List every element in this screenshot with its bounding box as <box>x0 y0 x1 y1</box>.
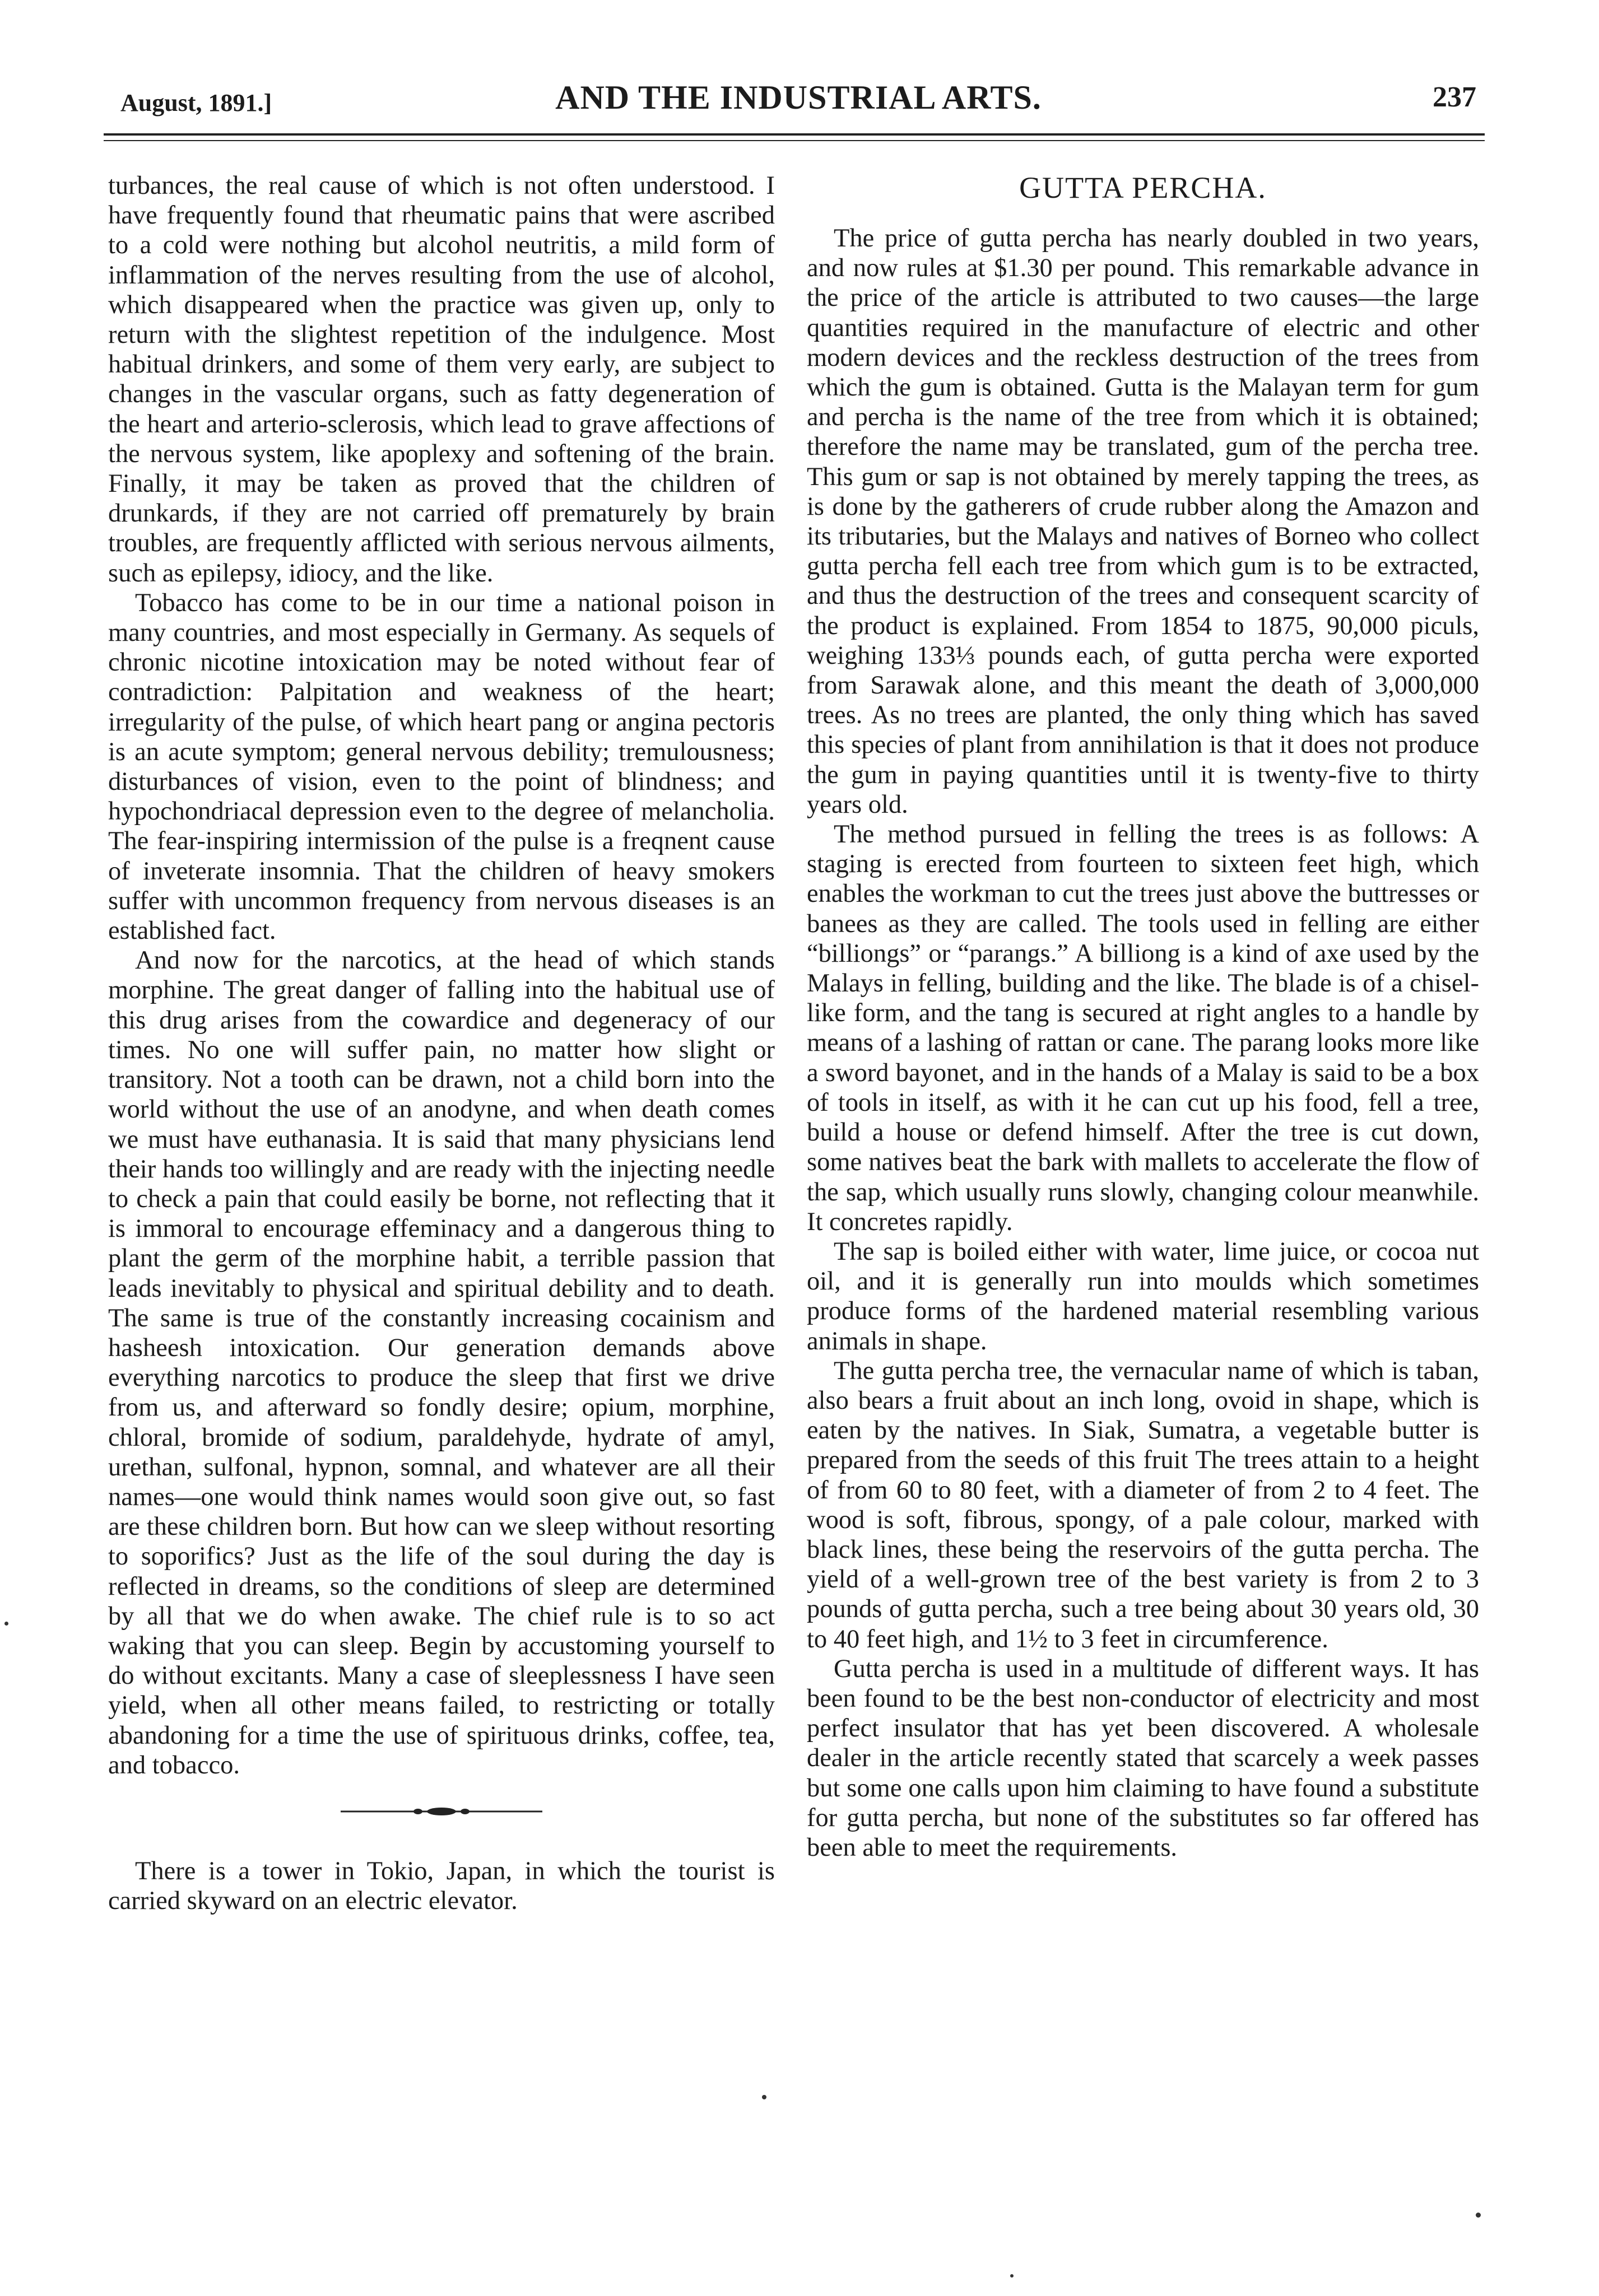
running-title: AND THE INDUSTRIAL ARTS. <box>555 79 1042 116</box>
right-column <box>807 171 1479 1862</box>
paragraph: turbances, the real cause of which is not often understood. I have frequently found that rheumatic pains that were ascribed to a cold were nothing but alcohol neutritis, a mild form of inflammation of the nerves resulting from the use of alcohol, which disappeared when the practice was given up, only to return with the slightest repetition of the indulgence. Most habitual drinkers, and some of them very early, are subject to changes in the vascular organs, such as fatty degeneration of the heart and arterio-sclerosis, which lead to grave affections of the nervous system, like apoplexy and softening of the brain. Finally, it may be taken as proved that the children of drunkards, if they are not carried off prematurely by brain troubles, are frequently afflicted with serious nervous ailments, such as epilepsy, idiocy, and the like. <box>108 171 775 588</box>
print-speck <box>1010 2274 1014 2278</box>
header-rule <box>104 133 1485 141</box>
paragraph: Gutta percha is used in a multitude of different ways. It has been found to be the best non-conductor of electricity and most perfect insulator that has yet been discovered. A wholesale dealer in the article recently stated that scarcely a week passes but some one calls upon him claiming to have found a substitute for gutta percha, but none of the substitutes so far offered has been able to meet the requirements. <box>807 1654 1479 1862</box>
section-ornament <box>341 1806 542 1817</box>
issue-date: August, 1891.] <box>120 89 272 117</box>
print-speck <box>1476 2213 1481 2218</box>
print-speck <box>762 2095 766 2099</box>
paragraph: The method pursued in felling the trees is as follows: A staging is erected from fourteen to sixteen feet high, which enables the workman to cut the trees just above the buttresses or banees as they are called. The tools used in felling are either “billiongs” or “parangs.” A billiong is a kind of axe used by the Malays in felling, building and the like. The blade is of a chisel-like form, and the tang is secured at right angles to a handle by means of a lashing of rattan or cane. The parang looks more like a sword bayonet, and in the hands of a Malay is said to be a box of tools in itself, as with it he can cut up his food, fell a tree, build a house or defend himself. After the tree is cut down, some natives beat the bark with mallets to accelerate the flow of the sap, which usually runs slowly, changing colour meanwhile. It concretes rapidly. <box>807 820 1479 1236</box>
paragraph: The price of gutta percha has nearly doubled in two years, and now rules at $1.30 per pound. This remarkable advance in the price of the article is attributed to two causes—the large quantities required in the manufacture of electric and other modern devices and the reckless destruction of the trees from which the gum is obtained. Gutta is the Malayan term for gum and percha is the name of the tree from which it is obtained; therefore the name may be translated, gum of the percha tree. This gum or sap is not obtained by merely tapping the trees, as is done by the gatherers of crude rubber along the Amazon and its tributaries, but the Malays and natives of Borneo who collect gutta percha fell each tree from which gum is to be extracted, and thus the destruction of the trees and consequent scarcity of the product is explained. From 1854 to 1875, 90,000 piculs, weighing 133⅓ pounds each, of gutta percha were exported from Sarawak alone, and this meant the death of 3,000,000 trees. As no trees are planted, the only thing which has saved this species of plant from annihilation is that it does not produce the gum in paying quantities until it is twenty-five to thirty years old. <box>807 224 1479 819</box>
paragraph: The gutta percha tree, the vernacular name of which is taban, also bears a fruit about an inch long, ovoid in shape, which is eaten by the natives. In Siak, Sumatra, a vegetable butter is prepared from the seeds of this fruit The trees attain to a height of from 60 to 80 feet, with a diameter of from 2 to 4 feet. The wood is soft, fibrous, spongy, of a pale colour, marked with black lines, these being the reservoirs of the gutta percha. The yield of a well-grown tree of the best variety is from 2 to 3 pounds of gutta percha, such a tree being about 30 years old, 30 to 40 feet high, and 1½ to 3 feet in circumference. <box>807 1356 1479 1654</box>
paragraph: And now for the narcotics, at the head of which stands morphine. The great danger of falling into the habitual use of this drug arises from the cowardice and degeneracy of our times. No one will suffer pain, no matter how slight or transitory. Not a tooth can be drawn, not a child born into the world without the use of an anodyne, and when death comes we must have euthanasia. It is said that many physicians lend their hands too willingly and are ready with the injecting needle to check a pain that could easily be borne, not reflecting that it is immoral to encourage effeminacy and a dangerous thing to plant the germ of the morphine habit, a terrible passion that leads inevitably to physical and spiritual debility and to death. The same is true of the constantly increasing cocainism and hasheesh intoxication. Our generation demands above everything narcotics to produce the sleep that first we drive from us, and afterward so fondly desire; opium, morphine, chloral, bromide of sodium, paraldehyde, hydrate of amyl, urethan, sulfonal, hypnon, somnal, and whatever are all their names—one would think names would soon give out, so fast are these children born. But how can we sleep without resorting to soporifics? Just as the life of the soul during the day is reflected in dreams, so the conditions of sleep are determined by all that we do when awake. The chief rule is to so act waking that you can sleep. Begin by accustoming yourself to do without excitants. Many a case of sleeplessness I have seen yield, when all other means failed, to restricting or totally abandoning for a time the use of spirituous drinks, coffee, tea, and tobacco. <box>108 946 775 1780</box>
print-speck <box>4 1622 8 1626</box>
paragraph: The sap is boiled either with water, lime juice, or cocoa nut oil, and it is generally run into moulds which sometimes produce forms of the hardened material resembling various animals in shape. <box>807 1237 1479 1356</box>
paragraph: Tobacco has come to be in our time a national poison in many countries, and most especially in Germany. As sequels of chronic nicotine intoxication may be noted without fear of contradiction: Palpitation and weakness of the heart; irregularity of the pulse, of which heart pang or angina pectoris is an acute symptom; general nervous debility; tremulousness; disturbances of vision, even to the point of blindness; and hypochondriacal depression even to the degree of melancholia. The fear-inspiring intermission of the pulse is a freqnent cause of inveterate insomnia. That the children of heavy smokers suffer with uncommon frequency from nervous diseases is an established fact. <box>108 588 775 946</box>
article-heading: GUTTA PERCHA. <box>1019 171 1267 204</box>
note-paragraph: There is a tower in Tokio, Japan, in which the tourist is carried skyward on an electric elevator. <box>108 1856 775 1916</box>
left-column <box>108 171 775 1916</box>
running-header <box>120 78 1476 123</box>
page-number: 237 <box>1433 81 1476 113</box>
